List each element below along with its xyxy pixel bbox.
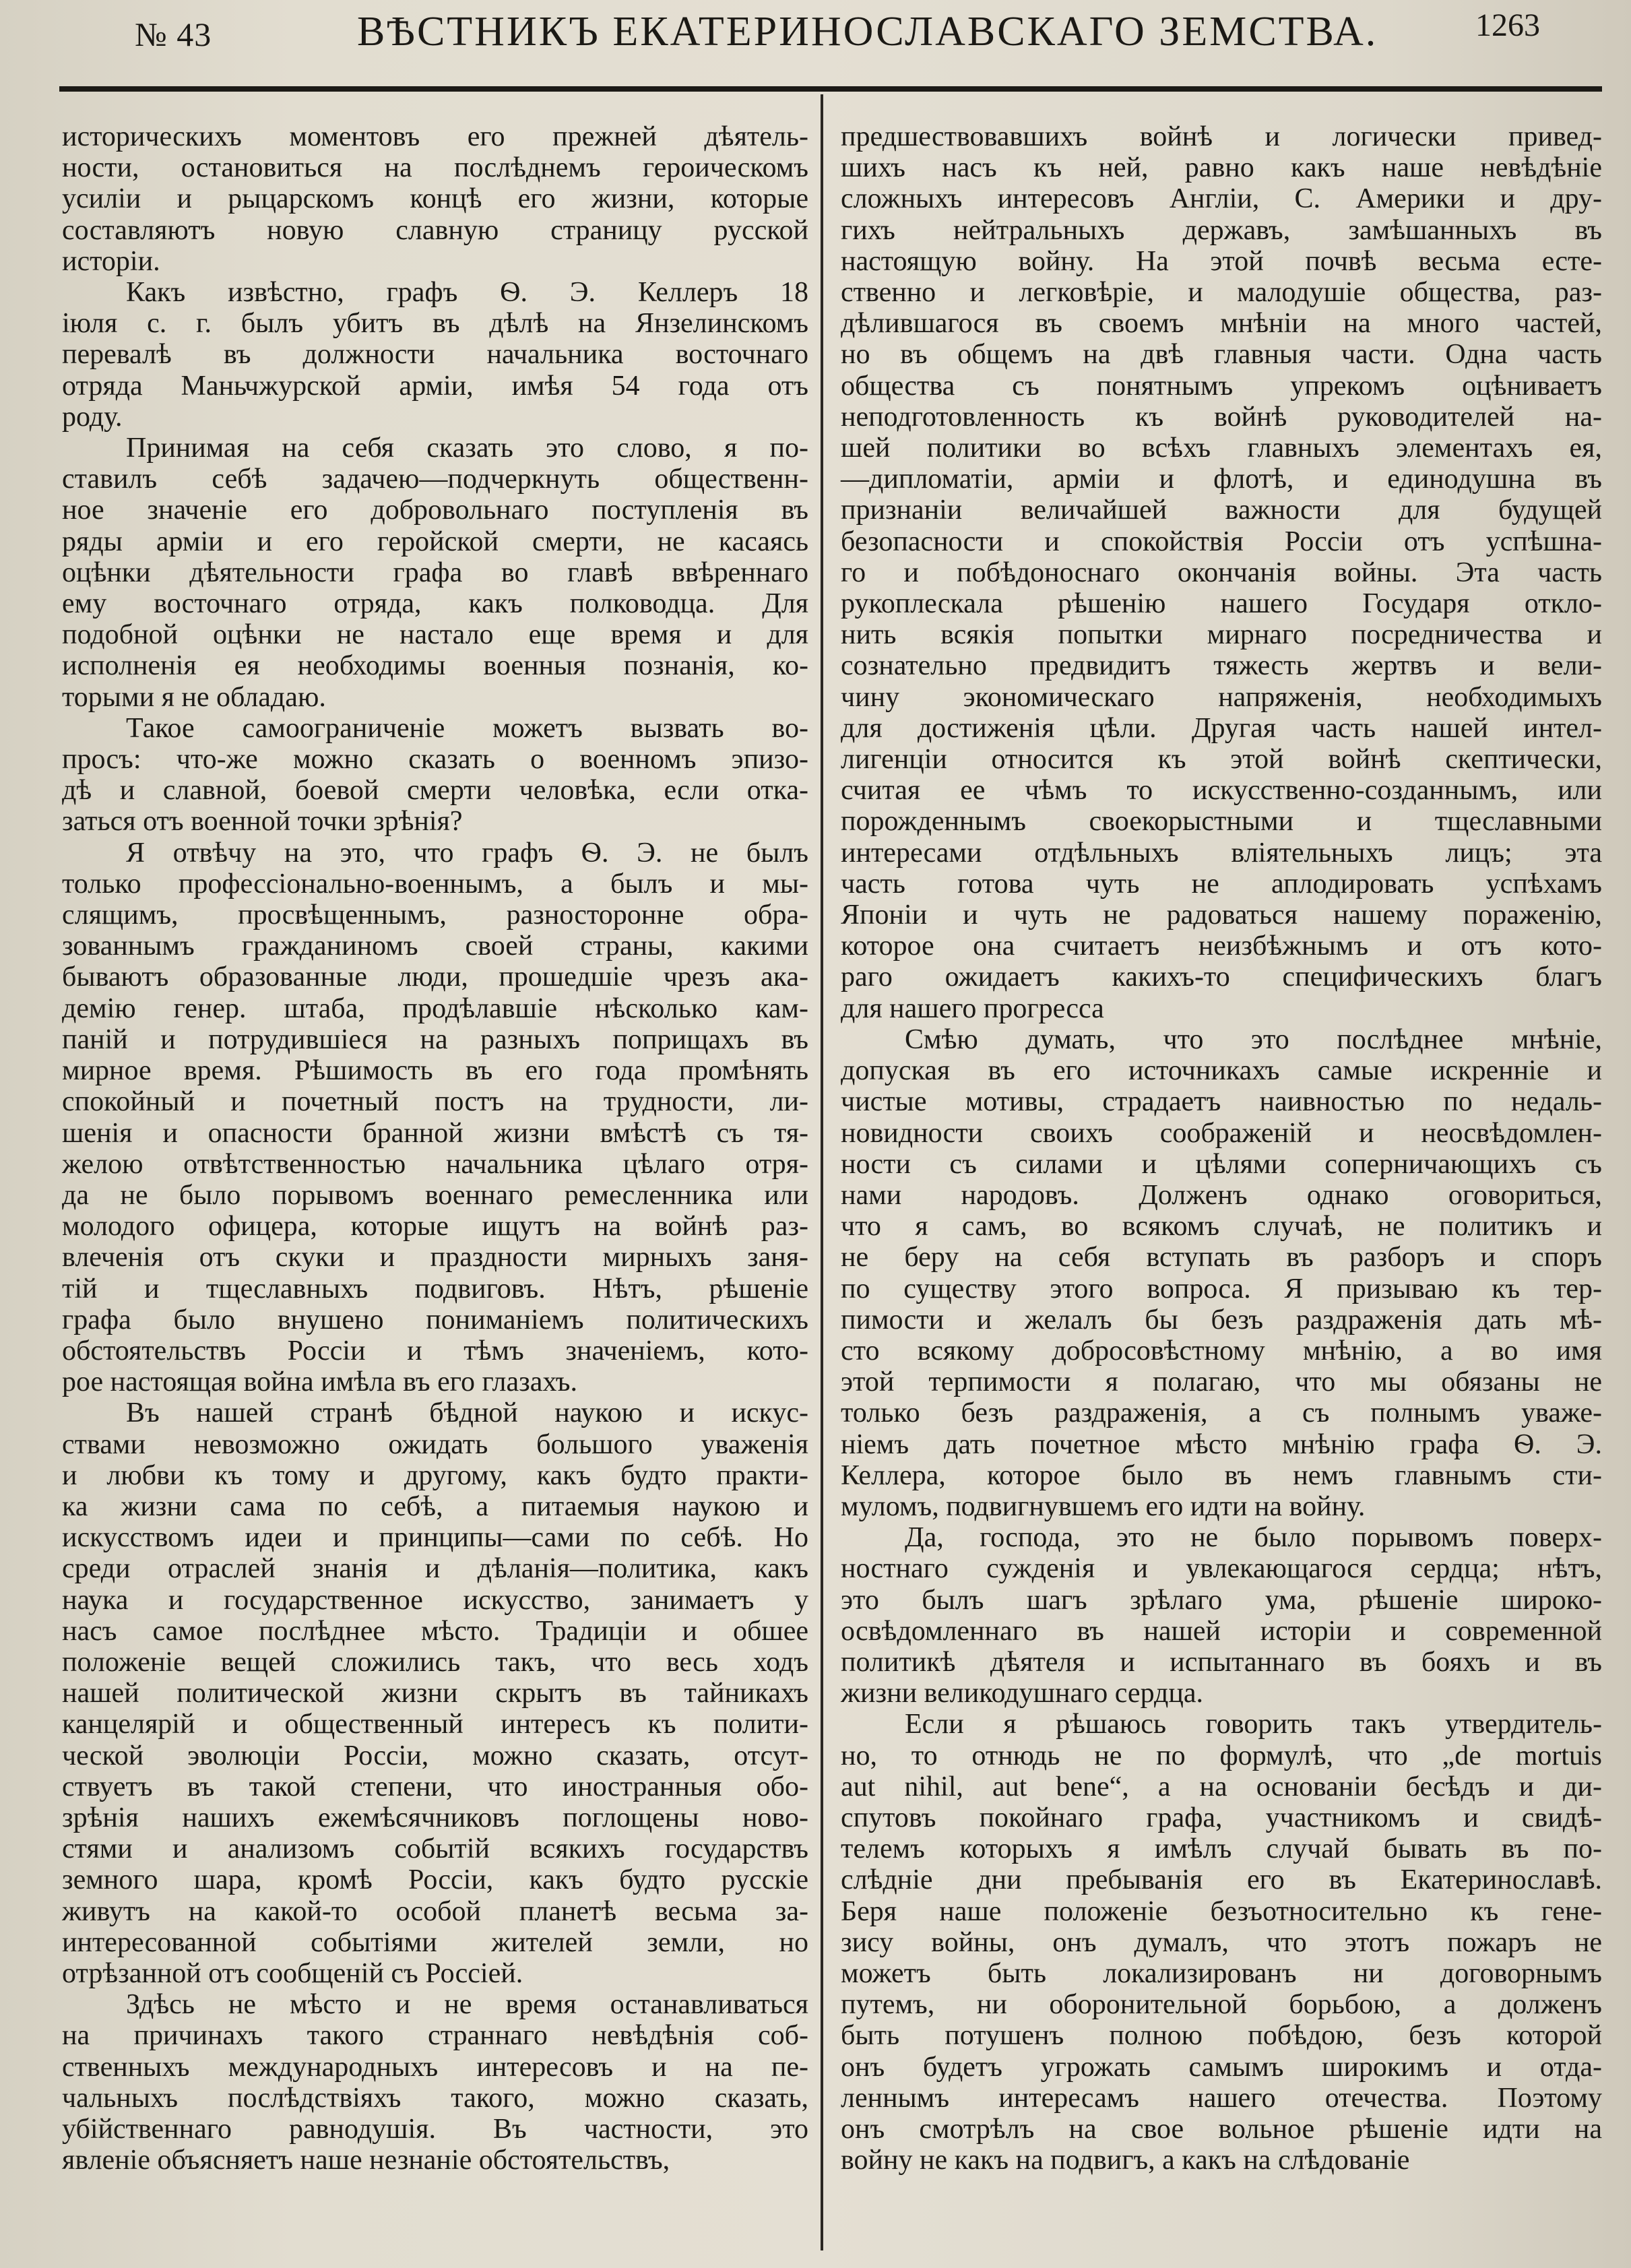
text-line: наука и государственное искусство, занимаетъ у	[62, 1584, 808, 1616]
text-line: дѣлившагося въ своемъ мнѣніи на много частей,	[841, 308, 1602, 340]
text-line: не беру на себя вступать въ разборъ и споръ	[841, 1242, 1602, 1273]
text-line: Какъ извѣстно, графъ Ѳ. Э. Келлеръ 18	[126, 277, 808, 309]
text-line: рукоплескала рѣшенію нашего Государя откло-	[841, 588, 1602, 620]
text-line: просъ: что-же можно сказать о военномъ эпизо-	[62, 744, 808, 776]
text-line: муломъ, подвигнувшемъ его идти на войну.	[841, 1490, 1366, 1522]
text-line: сложныхъ интересовъ Англіи, С. Америки и дру-	[841, 183, 1602, 215]
text-line: порожденнымъ своекорыстными и тщеславными	[841, 806, 1602, 838]
text-line: ка жизни сама по себѣ, а питаемыя наукою и	[62, 1490, 808, 1522]
text-line: жизни великодушнаго сердца.	[841, 1678, 1204, 1709]
text-line: ему восточнаго отряда, какъ полководца. Для	[62, 588, 808, 620]
text-line: что я самъ, во всякомъ случаѣ, не политикъ и	[841, 1211, 1602, 1242]
text-line: историческихъ моментовъ его прежней дѣятель-	[62, 121, 808, 152]
text-line: быть потушенъ полною побѣдою, безъ которой	[841, 2020, 1602, 2052]
text-line: паній и потрудившіеся на разныхъ поприщахъ въ	[62, 1023, 808, 1055]
text-line: гихъ нейтральныхъ державъ, замѣшанныхъ въ	[841, 214, 1602, 246]
text-line: шей политики во всѣхъ главныхъ элементахъ ея,	[841, 433, 1602, 464]
text-line: среди отраслей знанія и дѣланія—политика, какъ	[62, 1553, 808, 1585]
right-column	[841, 121, 1602, 2176]
text-line: неподготовленность къ войнѣ руководителей на-	[841, 401, 1602, 433]
text-line: но въ общемъ на двѣ главныя части. Одна часть	[841, 339, 1602, 371]
text-line: слѣдніе дни пребыванія его въ Екатеринославѣ.	[841, 1864, 1602, 1896]
text-line: чальныхъ послѣдствіяхъ такого, можно сказать,	[62, 2082, 808, 2114]
text-line: aut nihil, aut bene“, а на основаніи бесѣдъ и ди-	[841, 1771, 1602, 1802]
text-line: іюля с. г. былъ убитъ въ дѣлѣ на Янзелинскомъ	[62, 308, 808, 340]
text-line: ное значеніе его добровольнаго поступленія въ	[62, 495, 808, 526]
text-line: общества съ понятнымъ упрекомъ оцѣниваетъ	[841, 370, 1602, 402]
text-line: но, то отнюдь не по формулѣ, что „de mortuis	[841, 1740, 1602, 1771]
text-line: молодого офицера, которые ищутъ на войнѣ раз-	[62, 1211, 808, 1242]
text-line: перевалѣ въ должности начальника восточнаго	[62, 339, 808, 371]
text-line: ніемъ дать почетное мѣсто мнѣнію графа Ѳ. Э.	[841, 1428, 1602, 1460]
text-line: это былъ шагъ зрѣлаго ума, рѣшеніе широко-	[841, 1584, 1602, 1616]
text-line: только профессіонально-военнымъ, а былъ и мы-	[62, 868, 808, 900]
text-line: ствуетъ въ такой степени, что иностранныя обо-	[62, 1771, 808, 1802]
text-line: этой терпимости я полагаю, что мы обязаны не	[841, 1366, 1602, 1398]
text-line: рое настоящая война имѣла въ его глазахъ.	[62, 1366, 578, 1398]
text-line: интересами отдѣльныхъ вліятельныхъ лицъ; эта	[841, 837, 1602, 869]
text-line: телемъ которыхъ я имѣлъ случай бывать въ по-	[841, 1833, 1602, 1865]
text-line: освѣдомленнаго въ нашей исторіи и современной	[841, 1615, 1602, 1647]
text-line: оцѣнки дѣятельности графа во главѣ ввѣреннаго	[62, 557, 808, 588]
text-line: чину экономическаго напряженія, необходимыхъ	[841, 681, 1602, 713]
text-line: исторіи.	[62, 245, 160, 277]
text-line: исполненія ея необходимы военныя познанія, ко-	[62, 650, 808, 682]
text-line: шенія и опасности бранной жизни вмѣстѣ съ тя-	[62, 1117, 808, 1149]
text-line: графа было внушено пониманіемъ политическихъ	[62, 1304, 808, 1335]
text-line: Беря наше положеніе безъотносительно къ гене-	[841, 1895, 1602, 1927]
text-line: Въ нашей странѣ бѣдной наукою и искус-	[126, 1397, 808, 1429]
text-line: которое она считаетъ неизбѣжнымъ и отъ кото-	[841, 931, 1602, 962]
text-line: положеніе вещей сложились такъ, что весь ходъ	[62, 1646, 808, 1678]
text-line: путемъ, ни оборонительной борьбою, а долженъ	[841, 1989, 1602, 2021]
text-line: новидности своихъ соображеній и неосвѣдомлен-	[841, 1117, 1602, 1149]
text-line: зису войны, онъ думалъ, что этотъ пожаръ не	[841, 1926, 1602, 1958]
text-line: онъ смотрѣлъ на свое вольное рѣшеніе идти на	[841, 2114, 1602, 2145]
text-line: ности съ силами и цѣлями соперничающихъ съ	[841, 1148, 1602, 1180]
text-line: политикѣ дѣятеля и испытаннаго въ бояхъ и въ	[841, 1646, 1602, 1678]
text-line: искусствомъ идеи и принципы—сами по себѣ. Но	[62, 1522, 808, 1554]
text-line: торыми я не обладаю.	[62, 681, 326, 713]
journal-title: ВѢСТНИКЪ ЕКАТЕРИНОСЛАВСКАГО ЗЕМСТВА.	[357, 9, 1378, 55]
text-line: ностнаго сужденія и увлекающагося сердца; нѣтъ,	[841, 1553, 1602, 1585]
header-rule	[59, 86, 1602, 92]
text-line: Да, господа, это не было порывомъ поверх-	[905, 1522, 1602, 1554]
text-line: лигенціи относится къ этой войнѣ скептически,	[841, 744, 1602, 776]
text-line: предшествовавшихъ войнѣ и логически привед-	[841, 121, 1602, 152]
text-line: раго ожидаетъ какихъ-то специфическихъ благъ	[841, 962, 1602, 993]
text-line: спутовъ покойнаго графа, участникомъ и свидѣ-	[841, 1802, 1602, 1833]
text-line: войну не какъ на подвигъ, а какъ на слѣдованіе	[841, 2145, 1410, 2176]
text-line: канцелярій и общественный интересъ къ полити-	[62, 1709, 808, 1740]
text-line: явленіе объясняетъ наше незнаніе обстоятельствъ,	[62, 2145, 670, 2176]
text-line: онъ будетъ угрожать самымъ широкимъ и отда-	[841, 2051, 1602, 2083]
text-line: Здѣсь не мѣсто и не время останавливаться	[126, 1989, 808, 2021]
text-line: живутъ на какой-то особой планетѣ весьма за-	[62, 1895, 808, 1927]
text-line: нить всякія попытки мирнаго посредничества и	[841, 619, 1602, 651]
text-line: Такое самоограниченіе можетъ вызвать во-	[126, 712, 808, 744]
text-line: ствами невозможно ожидать большого уваженія	[62, 1428, 808, 1460]
text-line: нами народовъ. Долженъ однако оговориться,	[841, 1179, 1602, 1211]
text-line: го и побѣдоноснаго окончанія войны. Эта часть	[841, 557, 1602, 588]
text-line: слящимъ, просвѣщеннымъ, разносторонне обра-	[62, 900, 808, 931]
text-line: дѣ и славной, боевой смерти человѣка, если отка-	[62, 775, 808, 807]
text-line: безопасности и спокойствія Россіи отъ успѣшна-	[841, 526, 1602, 557]
text-line: зрѣнія нашихъ ежемѣсячниковъ поглощены ново-	[62, 1802, 808, 1833]
text-line: ставилъ себѣ задачею—подчеркнуть общественн-	[62, 464, 808, 495]
text-line: нашей политической жизни скрытъ въ тайникахъ	[62, 1678, 808, 1709]
left-column	[62, 121, 808, 2176]
issue-number: № 43	[135, 15, 212, 53]
text-line: тій и тщеславныхъ подвиговъ. Нѣтъ, рѣшеніе	[62, 1273, 808, 1304]
text-line: сто всякому добросовѣстному мнѣнію, а во имя	[841, 1335, 1602, 1366]
text-line: отрѣзанной отъ сообщеній съ Россіей.	[62, 1957, 523, 1989]
text-line: допуская въ его источникахъ самые искренніе и	[841, 1055, 1602, 1087]
text-line: —дипломатіи, арміи и флотѣ, и единодушна въ	[841, 464, 1602, 495]
text-line: Я отвѣчу на это, что графъ Ѳ. Э. не былъ	[126, 837, 808, 869]
text-line: да не было порывомъ военнаго ремесленника или	[62, 1179, 808, 1211]
page-number: 1263	[1475, 7, 1540, 43]
text-line: и любви къ тому и другому, какъ будто практи-	[62, 1459, 808, 1491]
text-line: насъ самое послѣднее мѣсто. Традиціи и обшее	[62, 1615, 808, 1647]
text-line: на причинахъ такого страннаго невѣдѣнія соб-	[62, 2020, 808, 2052]
text-line: ряды арміи и его геройской смерти, не касаясь	[62, 526, 808, 557]
text-line: интересованной событіями жителей земли, но	[62, 1926, 808, 1958]
text-line: мирное время. Рѣшимость въ его года промѣнять	[62, 1055, 808, 1087]
text-line: стями и анализомъ событій всякихъ государствъ	[62, 1833, 808, 1865]
text-line: роду.	[62, 401, 123, 433]
text-line: по существу этого вопроса. Я призываю къ тер-	[841, 1273, 1602, 1304]
column-divider	[821, 94, 823, 2250]
text-line: составляютъ новую славную страницу русской	[62, 214, 808, 246]
text-line: ственныхъ международныхъ интересовъ и на пе-	[62, 2051, 808, 2083]
text-line: Японіи и чуть не радоваться нашему пораженію,	[841, 900, 1602, 931]
text-line: влеченія отъ скуки и праздности мирныхъ заня-	[62, 1242, 808, 1273]
text-line: для достиженія цѣли. Другая часть нашей интел-	[841, 712, 1602, 744]
text-line: земного шара, кромѣ Россіи, какъ будто русскіе	[62, 1864, 808, 1896]
text-line: бываютъ образованные люди, прошедшіе чрезъ ака-	[62, 962, 808, 993]
text-line: убійственнаго равнодушія. Въ частности, это	[62, 2114, 808, 2145]
text-line: считая ее чѣмъ то искусственно-созданнымъ, или	[841, 775, 1602, 807]
text-line: пимости и желалъ бы безъ раздраженія дать мѣ-	[841, 1304, 1602, 1335]
text-line: демію генер. штаба, продѣлавшіе нѣсколько кам-	[62, 993, 808, 1024]
text-line: Смѣю думать, что это послѣднее мнѣніе,	[905, 1023, 1602, 1055]
text-line: можетъ быть локализированъ ни договорнымъ	[841, 1957, 1602, 1989]
text-line: ческой эволюціи Россіи, можно сказать, отсут-	[62, 1740, 808, 1771]
text-line: признаніи величайшей важности для будущей	[841, 495, 1602, 526]
text-line: спокойный и почетный постъ на трудности, ли-	[62, 1086, 808, 1118]
text-line: зованнымъ гражданиномъ своей страны, какими	[62, 931, 808, 962]
text-line: усиліи и рыцарскомъ концѣ его жизни, которые	[62, 183, 808, 215]
text-line: ственно и легковѣріе, и малодушіе общества, раз-	[841, 277, 1602, 309]
text-line: ности, остановиться на послѣднемъ героическомъ	[62, 152, 808, 184]
text-line: Если я рѣшаюсь говорить такъ утвердитель-	[905, 1709, 1602, 1740]
text-line: часть готова чуть не аплодировать успѣхамъ	[841, 868, 1602, 900]
text-line: подобной оцѣнки не настало еще время и для	[62, 619, 808, 651]
text-line: Принимая на себя сказать это слово, я по-	[126, 433, 808, 464]
text-line: леннымъ интересамъ нашего отечества. Поэтому	[841, 2082, 1602, 2114]
text-line: Келлера, которое было въ немъ главнымъ сти-	[841, 1459, 1602, 1491]
text-line: отряда Маньчжурской арміи, имѣя 54 года отъ	[62, 370, 808, 402]
page-header	[54, 0, 1603, 67]
text-line: только безъ раздраженія, а съ полнымъ уваже-	[841, 1397, 1602, 1429]
text-line: желою отвѣтственностью начальника цѣлаго отря-	[62, 1148, 808, 1180]
text-line: заться отъ военной точки зрѣнія?	[62, 806, 463, 838]
text-line: обстоятельствъ Россіи и тѣмъ значеніемъ, кото-	[62, 1335, 808, 1366]
text-line: шихъ насъ къ ней, равно какъ наше невѣдѣніе	[841, 152, 1602, 184]
text-line: для нашего прогресса	[841, 993, 1104, 1024]
text-line: сознательно предвидитъ тяжесть жертвъ и вели-	[841, 650, 1602, 682]
text-line: чистые мотивы, страдаетъ наивностью по недаль-	[841, 1086, 1602, 1118]
text-line: настоящую войну. На этой почвѣ весьма есте-	[841, 245, 1602, 277]
